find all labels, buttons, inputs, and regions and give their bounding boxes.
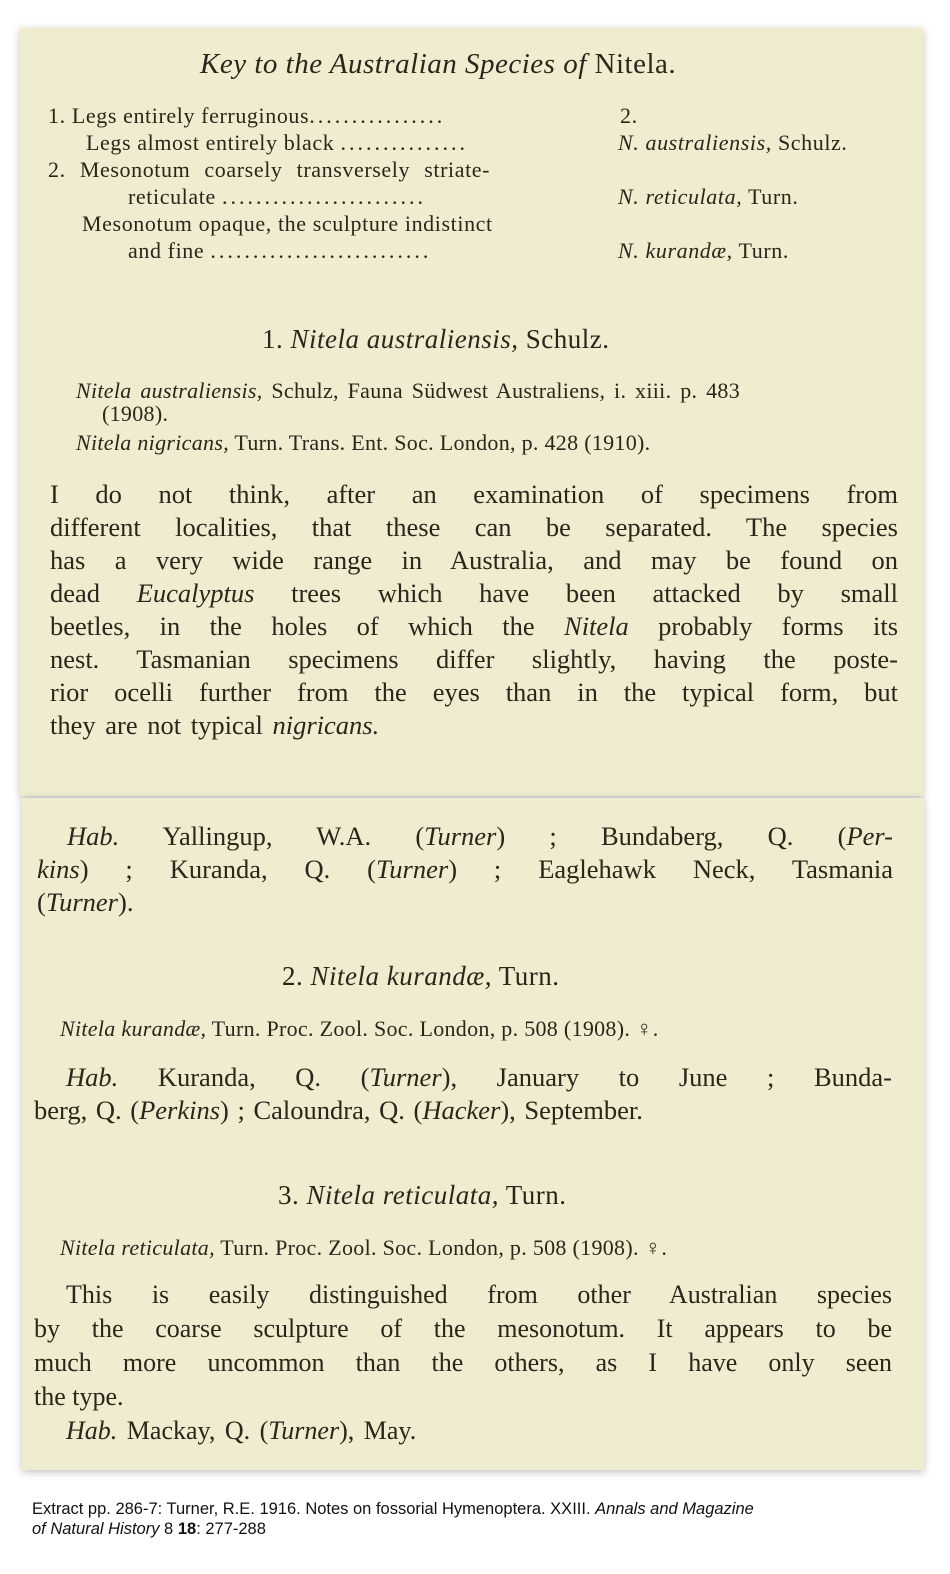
key-row-2-target <box>618 130 848 156</box>
para-text: probably forms its <box>628 611 899 641</box>
hab-label: Hab. <box>67 821 120 851</box>
species-1-paragraph <box>50 478 898 742</box>
species-author: Schulz. <box>518 324 610 354</box>
key-row-dots: ........................ <box>221 184 426 209</box>
key-row-dots: .......................... <box>210 238 432 263</box>
para-text: trees which have been attacked by small <box>254 578 898 608</box>
caption-journal: Annals and Magazine <box>595 1500 754 1518</box>
synonym-name: Nitela reticulata, <box>60 1235 215 1260</box>
species-3-synonym <box>60 1235 667 1261</box>
hab-text: ( <box>37 887 46 917</box>
key-row-dots: ............... <box>340 130 468 155</box>
synonym-2 <box>76 430 650 456</box>
caption-pages: : 277-288 <box>196 1520 266 1538</box>
hab-text: Kuranda, Q. ( <box>118 1062 370 1092</box>
species-name: Nitela kurandæ, <box>310 961 492 991</box>
synonym-reference: Turn. Trans. Ent. Soc. London, p. 428 (1910). <box>229 430 651 455</box>
hab-collector: kins <box>37 854 80 884</box>
species-2-habitat <box>34 1061 892 1127</box>
hab-text: ) ; Caloundra, Q. ( <box>220 1095 423 1125</box>
hab-text: ), September. <box>500 1095 643 1125</box>
hab-text: ). <box>118 887 134 917</box>
key-row-4 <box>128 184 426 210</box>
species-name: Nitela australiensis, <box>290 324 519 354</box>
hab-text: ), January to June ; Bunda- <box>441 1062 892 1092</box>
species-1-heading <box>262 324 610 355</box>
key-title-genus: Nitela. <box>594 48 677 80</box>
key-row-4-target <box>618 184 799 210</box>
synonym-1-year <box>102 401 168 427</box>
key-row-6 <box>128 238 431 264</box>
species-2-heading <box>282 961 560 992</box>
key-row-1-target <box>620 103 638 129</box>
species-author: Turn. <box>498 1180 567 1210</box>
para-line: nest. Tasmanian specimens differ slightly, having the poste- <box>50 644 898 674</box>
para-text: This is easily distinguished from other Australian species <box>66 1280 892 1309</box>
hab-collector: Per- <box>846 821 893 851</box>
para-line: rior ocelli further from the eyes than in the typical form, but <box>50 677 898 707</box>
species-2-synonym <box>60 1016 659 1042</box>
key-row-1 <box>48 103 445 129</box>
synonym-reference: Turn. Proc. Zool. Soc. London, p. 508 (1908). ♀. <box>214 1235 668 1260</box>
hab-line <box>37 853 893 886</box>
key-row-text: Legs entirely ferruginous <box>71 103 310 128</box>
key-row-6-target <box>618 238 789 264</box>
para-italic: Nitela <box>564 611 629 641</box>
para-line: the type. <box>34 1382 124 1411</box>
hab-collector: Turner <box>45 887 118 917</box>
key-target-author: Turn. <box>742 184 799 209</box>
synonym-name: Nitela nigricans, <box>76 430 229 455</box>
species-number: 2. <box>282 961 304 991</box>
hab-line <box>37 820 893 853</box>
hab-text: ) ; Kuranda, Q. ( <box>79 854 377 884</box>
key-row-2 <box>86 130 468 156</box>
page-scan-bottom <box>22 798 924 1470</box>
para-text: beetles, in the holes of which the <box>50 611 565 641</box>
hab-line <box>34 1094 892 1127</box>
para-text: dead <box>50 578 137 608</box>
key-row-dots: ................ <box>309 103 446 128</box>
para-line: has a very wide range in Australia, and may be found on <box>50 545 898 575</box>
para-line <box>50 709 898 742</box>
para-line: much more uncommon than the others, as I have only seen <box>34 1348 892 1377</box>
hab-line <box>34 1414 892 1448</box>
synonym-1 <box>76 378 740 404</box>
hab-collector: Turner <box>376 854 449 884</box>
species-1-habitat <box>37 820 893 919</box>
species-3-heading <box>278 1180 567 1211</box>
hab-collector: Hacker <box>422 1095 501 1125</box>
para-line <box>50 610 898 643</box>
key-target: 2. <box>620 103 638 128</box>
synonym-year: (1908). <box>102 401 169 426</box>
key-row-text: and fine <box>128 238 205 263</box>
hab-collector: Turner <box>369 1062 442 1092</box>
key-row-text: reticulate <box>128 184 216 209</box>
key-row-5 <box>82 211 493 237</box>
hab-text: ), May. <box>339 1416 417 1445</box>
para-line <box>50 577 898 610</box>
hab-collector: Perkins <box>139 1095 221 1125</box>
species-3-paragraph <box>34 1278 892 1448</box>
para-line: I do not think, after an examination of specimens from <box>50 479 898 509</box>
caption-text: Extract pp. 286-7: Turner, R.E. 1916. Notes on fossorial Hymenoptera. XXIII. <box>32 1500 596 1518</box>
page-scan-top <box>20 28 923 796</box>
hab-text: Yallingup, W.A. ( <box>119 821 425 851</box>
key-row-number: 1. <box>48 103 66 128</box>
hab-line <box>34 1061 892 1094</box>
hab-text: berg, Q. ( <box>34 1095 140 1125</box>
key-row-3 <box>48 157 490 183</box>
citation-caption <box>32 1499 912 1539</box>
hab-line <box>37 886 893 919</box>
para-line: by the coarse sculpture of the mesonotum. It appears to be <box>34 1314 892 1343</box>
species-author: Turn. <box>492 961 560 991</box>
key-title-italic: Key to the Australian Species of <box>200 48 587 80</box>
key-target-species: N. kurandæ, <box>618 238 733 263</box>
key-row-text: Mesonotum opaque, the sculpture indistinct <box>82 211 493 236</box>
para-italic: nigricans. <box>272 710 380 740</box>
species-number: 3. <box>278 1180 300 1210</box>
para-text: they are not typical <box>50 710 273 740</box>
key-row-number: 2. <box>48 157 66 182</box>
species-name: Nitela reticulata, <box>306 1180 499 1210</box>
hab-text: ) ; Eaglehawk Neck, Tasmania <box>448 854 893 884</box>
synonym-name: Nitela australiensis, <box>76 378 263 403</box>
para-line <box>34 1278 892 1312</box>
synonym-reference: Turn. Proc. Zool. Soc. London, p. 508 (1908). ♀. <box>206 1016 659 1041</box>
para-line: different localities, that these can be separated. The species <box>50 512 898 542</box>
hab-label: Hab. <box>66 1416 118 1445</box>
hab-collector: Turner <box>424 821 497 851</box>
hab-collector: Turner <box>268 1416 340 1445</box>
key-row-text: Legs almost entirely black <box>86 130 335 155</box>
hab-label: Hab. <box>66 1062 119 1092</box>
key-target-author: Turn. <box>732 238 789 263</box>
key-target-species: N. reticulata, <box>618 184 743 209</box>
synonym-reference: Schulz, Fauna Südwest Australiens, i. xiii. p. 483 <box>262 378 740 403</box>
caption-volume: 18 <box>177 1520 197 1538</box>
synonym-name: Nitela kurandæ, <box>60 1016 207 1041</box>
caption-journal: of Natural History <box>32 1520 160 1538</box>
key-target-species: N. australiensis, <box>618 130 772 155</box>
hab-text: Mackay, Q. ( <box>117 1416 269 1445</box>
key-row-text: Mesonotum coarsely transversely striate- <box>79 157 491 182</box>
key-title <box>200 48 676 81</box>
hab-text: ) ; Bundaberg, Q. ( <box>496 821 847 851</box>
caption-series: 8 <box>159 1520 178 1538</box>
key-target-author: Schulz. <box>771 130 848 155</box>
species-number: 1. <box>262 324 284 354</box>
para-italic: Eucalyptus <box>136 578 255 608</box>
